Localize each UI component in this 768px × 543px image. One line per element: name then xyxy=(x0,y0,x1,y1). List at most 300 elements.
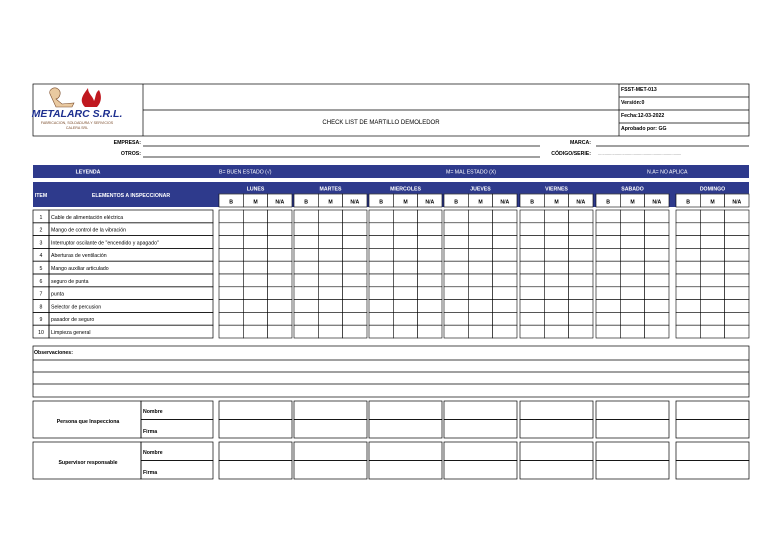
check-cell-martes-na[interactable] xyxy=(343,210,367,223)
signature-name-cell[interactable] xyxy=(444,442,517,461)
check-cell-lunes-m[interactable] xyxy=(243,312,267,325)
check-cell-martes-m[interactable] xyxy=(318,236,342,249)
check-cell-lunes-m[interactable] xyxy=(243,248,267,261)
check-cell-jueves-m[interactable] xyxy=(468,210,492,223)
legend-good: B= BUEN ESTADO (√) xyxy=(219,169,272,176)
check-cell-martes-m[interactable] xyxy=(318,274,342,287)
signature-name-cell[interactable] xyxy=(294,442,367,461)
check-cell-domingo-b[interactable] xyxy=(676,287,700,300)
check-cell-martes-b[interactable] xyxy=(294,261,318,274)
check-cell-martes-b[interactable] xyxy=(294,274,318,287)
check-cell-viernes-m[interactable] xyxy=(544,248,568,261)
check-cell-sabado-na[interactable] xyxy=(645,300,669,313)
check-cell-martes-m[interactable] xyxy=(318,248,342,261)
logo-company-name: METALARC S.R.L. xyxy=(31,108,123,120)
company-logo xyxy=(32,88,123,130)
check-cell-lunes-b[interactable] xyxy=(219,325,243,338)
check-cell-jueves-b[interactable] xyxy=(444,248,468,261)
check-cell-lunes-b[interactable] xyxy=(219,287,243,300)
check-cell-viernes-m[interactable] xyxy=(544,223,568,236)
check-cell-martes-b[interactable] xyxy=(294,287,318,300)
codigo-serie-dots: ........................................................................... xyxy=(598,151,682,156)
check-cell-viernes-na[interactable] xyxy=(569,210,593,223)
check-cell-martes-na[interactable] xyxy=(343,300,367,313)
check-cell-lunes-m[interactable] xyxy=(243,325,267,338)
check-cell-jueves-na[interactable] xyxy=(493,248,517,261)
welder-figure-icon xyxy=(50,88,74,107)
check-cell-martes-m[interactable] xyxy=(318,287,342,300)
check-cell-viernes-b[interactable] xyxy=(520,210,544,223)
check-cell-miercoles-na[interactable] xyxy=(418,287,442,300)
check-cell-miercoles-m[interactable] xyxy=(393,210,417,223)
check-cell-domingo-m[interactable] xyxy=(700,274,724,287)
check-cell-martes-b[interactable] xyxy=(294,210,318,223)
check-cell-viernes-m[interactable] xyxy=(544,274,568,287)
check-cell-domingo-b[interactable] xyxy=(676,223,700,236)
day-header-sabado: SABADO xyxy=(621,186,644,193)
check-cell-viernes-b[interactable] xyxy=(520,236,544,249)
signature-sign-cell[interactable] xyxy=(444,420,517,439)
supervisor-name-label: Nombre xyxy=(143,450,163,456)
check-cell-sabado-na[interactable] xyxy=(645,325,669,338)
subcol-header-na: N/A xyxy=(576,199,586,206)
check-cell-lunes-na[interactable] xyxy=(268,274,292,287)
signature-sign-cell[interactable] xyxy=(294,420,367,439)
check-cell-sabado-m[interactable] xyxy=(620,300,644,313)
check-cell-lunes-m[interactable] xyxy=(243,300,267,313)
subcol-header-m: M xyxy=(630,199,635,206)
check-cell-viernes-na[interactable] xyxy=(569,248,593,261)
check-cell-jueves-na[interactable] xyxy=(493,287,517,300)
signature-name-cell[interactable] xyxy=(369,442,442,461)
check-cell-domingo-na[interactable] xyxy=(725,325,749,338)
check-cell-lunes-na[interactable] xyxy=(268,236,292,249)
check-cell-lunes-m[interactable] xyxy=(243,274,267,287)
check-cell-miercoles-b[interactable] xyxy=(369,274,393,287)
item-number: 3 xyxy=(39,240,43,247)
check-cell-viernes-na[interactable] xyxy=(569,261,593,274)
empresa-label: EMPRESA: xyxy=(113,140,141,146)
check-cell-viernes-m[interactable] xyxy=(544,236,568,249)
check-cell-jueves-b[interactable] xyxy=(444,210,468,223)
check-cell-martes-na[interactable] xyxy=(343,312,367,325)
check-cell-domingo-m[interactable] xyxy=(700,248,724,261)
check-cell-jueves-na[interactable] xyxy=(493,312,517,325)
check-cell-miercoles-m[interactable] xyxy=(393,325,417,338)
check-cell-miercoles-b[interactable] xyxy=(369,312,393,325)
check-cell-miercoles-na[interactable] xyxy=(418,236,442,249)
check-cell-domingo-m[interactable] xyxy=(700,223,724,236)
check-cell-miercoles-b[interactable] xyxy=(369,261,393,274)
check-cell-viernes-m[interactable] xyxy=(544,261,568,274)
check-cell-jueves-na[interactable] xyxy=(493,325,517,338)
marca-label: MARCA: xyxy=(569,140,591,146)
element-label: Aberturas de ventilación xyxy=(51,253,107,260)
check-cell-domingo-na[interactable] xyxy=(725,223,749,236)
signature-name-cell[interactable] xyxy=(676,401,749,420)
check-cell-jueves-b[interactable] xyxy=(444,300,468,313)
table-row xyxy=(33,236,749,249)
check-cell-sabado-m[interactable] xyxy=(620,287,644,300)
check-cell-martes-m[interactable] xyxy=(318,325,342,338)
check-cell-miercoles-m[interactable] xyxy=(393,300,417,313)
legend-na: N.A= NO APLICA xyxy=(647,169,688,176)
check-cell-lunes-m[interactable] xyxy=(243,210,267,223)
subcol-header-na: N/A xyxy=(500,199,510,206)
item-number: 4 xyxy=(39,253,43,260)
check-cell-viernes-na[interactable] xyxy=(569,274,593,287)
check-cell-martes-na[interactable] xyxy=(343,236,367,249)
check-cell-jueves-m[interactable] xyxy=(468,300,492,313)
flame-icon xyxy=(82,88,101,107)
check-cell-jueves-na[interactable] xyxy=(493,261,517,274)
check-cell-domingo-na[interactable] xyxy=(725,312,749,325)
legend-label: LEYENDA xyxy=(75,169,101,176)
signature-sign-cell[interactable] xyxy=(520,461,593,480)
check-cell-jueves-b[interactable] xyxy=(444,261,468,274)
check-cell-viernes-b[interactable] xyxy=(520,300,544,313)
codigo-serie-label: CÓDIGO/SERIE: xyxy=(551,151,591,157)
check-cell-jueves-m[interactable] xyxy=(468,312,492,325)
check-cell-jueves-m[interactable] xyxy=(468,261,492,274)
signature-sign-cell[interactable] xyxy=(676,461,749,480)
check-cell-martes-na[interactable] xyxy=(343,274,367,287)
check-cell-domingo-na[interactable] xyxy=(725,248,749,261)
check-cell-martes-m[interactable] xyxy=(318,300,342,313)
check-cell-miercoles-m[interactable] xyxy=(393,312,417,325)
day-header-domingo: DOMINGO xyxy=(699,186,726,193)
check-cell-sabado-na[interactable] xyxy=(645,287,669,300)
check-cell-viernes-m[interactable] xyxy=(544,325,568,338)
element-label: Mango de control de la vibración xyxy=(51,227,126,234)
check-cell-domingo-na[interactable] xyxy=(725,287,749,300)
signature-sign-cell[interactable] xyxy=(369,420,442,439)
signature-name-cell[interactable] xyxy=(219,442,292,461)
check-cell-miercoles-na[interactable] xyxy=(418,325,442,338)
signature-sign-cell[interactable] xyxy=(520,420,593,439)
check-cell-sabado-m[interactable] xyxy=(620,210,644,223)
check-cell-martes-b[interactable] xyxy=(294,248,318,261)
subcol-header-m: M xyxy=(403,199,408,206)
item-number: 6 xyxy=(39,278,43,285)
check-cell-lunes-na[interactable] xyxy=(268,287,292,300)
check-cell-sabado-b[interactable] xyxy=(596,248,620,261)
check-cell-viernes-b[interactable] xyxy=(520,261,544,274)
check-cell-viernes-na[interactable] xyxy=(569,223,593,236)
subcol-header-b: B xyxy=(606,199,611,206)
check-cell-domingo-b[interactable] xyxy=(676,248,700,261)
signature-sign-cell[interactable] xyxy=(444,461,517,480)
inspector-name-label: Nombre xyxy=(143,409,163,415)
subcol-header-m: M xyxy=(328,199,333,206)
check-cell-sabado-m[interactable] xyxy=(620,325,644,338)
signature-name-cell[interactable] xyxy=(596,442,669,461)
check-cell-sabado-na[interactable] xyxy=(645,312,669,325)
signature-sign-cell[interactable] xyxy=(596,420,669,439)
check-cell-miercoles-na[interactable] xyxy=(418,223,442,236)
check-cell-domingo-na[interactable] xyxy=(725,274,749,287)
check-cell-lunes-na[interactable] xyxy=(268,300,292,313)
check-cell-sabado-b[interactable] xyxy=(596,210,620,223)
element-label: Cable de alimentación eléctrica xyxy=(51,214,124,221)
check-cell-domingo-b[interactable] xyxy=(676,325,700,338)
check-cell-martes-m[interactable] xyxy=(318,261,342,274)
check-cell-lunes-na[interactable] xyxy=(268,325,292,338)
check-cell-sabado-m[interactable] xyxy=(620,223,644,236)
check-cell-martes-na[interactable] xyxy=(343,223,367,236)
check-cell-viernes-b[interactable] xyxy=(520,223,544,236)
check-cell-martes-m[interactable] xyxy=(318,223,342,236)
check-cell-sabado-b[interactable] xyxy=(596,261,620,274)
check-cell-domingo-m[interactable] xyxy=(700,210,724,223)
check-cell-martes-b[interactable] xyxy=(294,223,318,236)
check-cell-domingo-b[interactable] xyxy=(676,312,700,325)
check-cell-lunes-na[interactable] xyxy=(268,223,292,236)
check-cell-domingo-na[interactable] xyxy=(725,300,749,313)
check-cell-viernes-b[interactable] xyxy=(520,248,544,261)
check-cell-miercoles-m[interactable] xyxy=(393,223,417,236)
signature-name-cell[interactable] xyxy=(596,401,669,420)
check-cell-domingo-b[interactable] xyxy=(676,210,700,223)
check-cell-viernes-na[interactable] xyxy=(569,287,593,300)
check-cell-sabado-na[interactable] xyxy=(645,223,669,236)
check-cell-domingo-m[interactable] xyxy=(700,287,724,300)
element-label: Limpieza general xyxy=(51,330,91,336)
check-cell-miercoles-b[interactable] xyxy=(369,248,393,261)
check-cell-jueves-m[interactable] xyxy=(468,274,492,287)
check-cell-jueves-na[interactable] xyxy=(493,236,517,249)
subcol-header-b: B xyxy=(686,199,691,206)
check-cell-miercoles-na[interactable] xyxy=(418,312,442,325)
table-row xyxy=(33,210,749,223)
check-cell-jueves-na[interactable] xyxy=(493,223,517,236)
check-cell-martes-b[interactable] xyxy=(294,300,318,313)
logo-city: CALERA SRL xyxy=(65,126,89,130)
check-cell-lunes-b[interactable] xyxy=(219,300,243,313)
check-cell-lunes-b[interactable] xyxy=(219,223,243,236)
signature-sign-cell[interactable] xyxy=(219,461,292,480)
check-cell-miercoles-na[interactable] xyxy=(418,300,442,313)
check-cell-lunes-b[interactable] xyxy=(219,312,243,325)
check-cell-viernes-na[interactable] xyxy=(569,325,593,338)
check-cell-lunes-m[interactable] xyxy=(243,261,267,274)
check-cell-jueves-m[interactable] xyxy=(468,287,492,300)
item-number: 10 xyxy=(38,330,44,336)
elements-header: ELEMENTOS A INSPECCIONAR xyxy=(91,193,171,199)
check-cell-jueves-b[interactable] xyxy=(444,236,468,249)
inspector-sign-label: Firma xyxy=(143,429,158,435)
check-cell-jueves-b[interactable] xyxy=(444,223,468,236)
signature-name-cell[interactable] xyxy=(444,401,517,420)
check-cell-miercoles-na[interactable] xyxy=(418,261,442,274)
table-row xyxy=(33,223,749,236)
check-cell-miercoles-m[interactable] xyxy=(393,236,417,249)
check-cell-miercoles-b[interactable] xyxy=(369,300,393,313)
check-cell-domingo-b[interactable] xyxy=(676,236,700,249)
check-cell-domingo-m[interactable] xyxy=(700,325,724,338)
signature-sign-cell[interactable] xyxy=(219,420,292,439)
logo-tagline: FABRICACION, SOLDADURA Y SERVICIOS xyxy=(40,121,114,125)
item-number: 8 xyxy=(39,304,43,311)
check-cell-sabado-b[interactable] xyxy=(596,287,620,300)
check-cell-sabado-m[interactable] xyxy=(620,236,644,249)
check-cell-jueves-m[interactable] xyxy=(468,223,492,236)
check-cell-martes-na[interactable] xyxy=(343,261,367,274)
check-cell-sabado-na[interactable] xyxy=(645,274,669,287)
check-cell-miercoles-b[interactable] xyxy=(369,325,393,338)
signature-name-cell[interactable] xyxy=(219,401,292,420)
check-cell-sabado-b[interactable] xyxy=(596,274,620,287)
subcol-header-b: B xyxy=(379,199,384,206)
item-header: ITEM xyxy=(34,193,48,199)
doc-date: Fecha:12-03-2022 xyxy=(621,113,665,119)
check-cell-domingo-m[interactable] xyxy=(700,312,724,325)
signature-sign-cell[interactable] xyxy=(369,461,442,480)
check-cell-viernes-m[interactable] xyxy=(544,300,568,313)
check-cell-jueves-m[interactable] xyxy=(468,236,492,249)
check-cell-domingo-m[interactable] xyxy=(700,261,724,274)
check-cell-domingo-na[interactable] xyxy=(725,236,749,249)
check-cell-martes-na[interactable] xyxy=(343,325,367,338)
check-cell-miercoles-m[interactable] xyxy=(393,261,417,274)
day-header-miercoles: MIERCOLES xyxy=(390,186,421,193)
check-cell-miercoles-b[interactable] xyxy=(369,223,393,236)
signature-sign-cell[interactable] xyxy=(596,461,669,480)
check-cell-sabado-b[interactable] xyxy=(596,223,620,236)
inspector-role: Persona que Inspecciona xyxy=(56,419,120,425)
check-cell-miercoles-na[interactable] xyxy=(418,274,442,287)
check-cell-jueves-b[interactable] xyxy=(444,287,468,300)
check-cell-domingo-m[interactable] xyxy=(700,300,724,313)
check-cell-lunes-b[interactable] xyxy=(219,274,243,287)
check-cell-sabado-m[interactable] xyxy=(620,261,644,274)
check-cell-viernes-m[interactable] xyxy=(544,210,568,223)
subcol-header-m: M xyxy=(554,199,559,206)
element-cell xyxy=(49,287,213,300)
check-cell-viernes-m[interactable] xyxy=(544,312,568,325)
signature-name-cell[interactable] xyxy=(520,442,593,461)
check-cell-miercoles-m[interactable] xyxy=(393,248,417,261)
check-cell-domingo-b[interactable] xyxy=(676,261,700,274)
doc-version: Versión:0 xyxy=(621,100,645,106)
check-cell-sabado-na[interactable] xyxy=(645,236,669,249)
element-label: pasador de seguro xyxy=(51,317,95,324)
subcol-header-na: N/A xyxy=(350,199,360,206)
signature-sign-cell[interactable] xyxy=(294,461,367,480)
supervisor-role: Supervisor responsable xyxy=(58,460,118,466)
check-cell-sabado-na[interactable] xyxy=(645,261,669,274)
check-cell-lunes-m[interactable] xyxy=(243,223,267,236)
check-cell-lunes-b[interactable] xyxy=(219,261,243,274)
check-cell-lunes-na[interactable] xyxy=(268,210,292,223)
signature-name-cell[interactable] xyxy=(369,401,442,420)
check-cell-martes-na[interactable] xyxy=(343,248,367,261)
check-cell-viernes-b[interactable] xyxy=(520,274,544,287)
check-cell-jueves-na[interactable] xyxy=(493,210,517,223)
check-cell-jueves-b[interactable] xyxy=(444,312,468,325)
check-cell-domingo-m[interactable] xyxy=(700,236,724,249)
supervisor-sign-label: Firma xyxy=(143,470,158,476)
check-cell-sabado-m[interactable] xyxy=(620,312,644,325)
signature-sign-cell[interactable] xyxy=(676,420,749,439)
check-cell-martes-m[interactable] xyxy=(318,312,342,325)
check-cell-miercoles-m[interactable] xyxy=(393,287,417,300)
check-cell-jueves-na[interactable] xyxy=(493,300,517,313)
subcol-header-na: N/A xyxy=(652,199,662,206)
signature-name-cell[interactable] xyxy=(520,401,593,420)
item-number: 7 xyxy=(39,291,43,298)
check-cell-domingo-b[interactable] xyxy=(676,300,700,313)
table-row xyxy=(33,261,749,274)
check-cell-viernes-na[interactable] xyxy=(569,300,593,313)
check-cell-viernes-m[interactable] xyxy=(544,287,568,300)
check-cell-viernes-b[interactable] xyxy=(520,312,544,325)
check-cell-jueves-na[interactable] xyxy=(493,274,517,287)
legend-bad: M= MAL ESTADO (X) xyxy=(446,169,497,176)
otros-label: OTROS: xyxy=(120,151,141,157)
check-cell-viernes-na[interactable] xyxy=(569,236,593,249)
check-cell-domingo-na[interactable] xyxy=(725,210,749,223)
subcol-header-b: B xyxy=(229,199,234,206)
check-cell-jueves-m[interactable] xyxy=(468,248,492,261)
item-number: 9 xyxy=(39,317,43,324)
check-cell-miercoles-b[interactable] xyxy=(369,236,393,249)
table-row xyxy=(33,312,749,325)
check-cell-domingo-b[interactable] xyxy=(676,274,700,287)
check-cell-miercoles-na[interactable] xyxy=(418,210,442,223)
check-cell-miercoles-b[interactable] xyxy=(369,210,393,223)
check-cell-sabado-b[interactable] xyxy=(596,300,620,313)
check-cell-martes-m[interactable] xyxy=(318,210,342,223)
check-cell-lunes-m[interactable] xyxy=(243,236,267,249)
check-cell-lunes-b[interactable] xyxy=(219,236,243,249)
check-cell-viernes-b[interactable] xyxy=(520,287,544,300)
check-cell-lunes-m[interactable] xyxy=(243,287,267,300)
check-cell-lunes-b[interactable] xyxy=(219,210,243,223)
check-cell-jueves-m[interactable] xyxy=(468,325,492,338)
check-cell-sabado-m[interactable] xyxy=(620,248,644,261)
check-cell-sabado-na[interactable] xyxy=(645,248,669,261)
check-cell-viernes-na[interactable] xyxy=(569,312,593,325)
check-cell-lunes-na[interactable] xyxy=(268,261,292,274)
check-cell-sabado-b[interactable] xyxy=(596,312,620,325)
check-cell-viernes-b[interactable] xyxy=(520,325,544,338)
signature-name-cell[interactable] xyxy=(676,442,749,461)
check-cell-miercoles-m[interactable] xyxy=(393,274,417,287)
check-cell-lunes-b[interactable] xyxy=(219,248,243,261)
check-cell-martes-b[interactable] xyxy=(294,312,318,325)
check-cell-lunes-na[interactable] xyxy=(268,312,292,325)
check-cell-jueves-b[interactable] xyxy=(444,325,468,338)
check-cell-martes-na[interactable] xyxy=(343,287,367,300)
form-title: CHECK LIST DE MARTILLO DEMOLEDOR xyxy=(322,120,440,126)
observations-box[interactable] xyxy=(33,346,749,397)
doc-code: FSST-MET-013 xyxy=(621,87,657,93)
check-cell-sabado-m[interactable] xyxy=(620,274,644,287)
check-cell-sabado-na[interactable] xyxy=(645,210,669,223)
element-label: Selector de percusion xyxy=(51,304,102,311)
check-cell-sabado-b[interactable] xyxy=(596,236,620,249)
check-cell-domingo-na[interactable] xyxy=(725,261,749,274)
check-cell-martes-b[interactable] xyxy=(294,236,318,249)
check-cell-sabado-b[interactable] xyxy=(596,325,620,338)
signature-name-cell[interactable] xyxy=(294,401,367,420)
check-cell-miercoles-na[interactable] xyxy=(418,248,442,261)
check-cell-miercoles-b[interactable] xyxy=(369,287,393,300)
check-cell-martes-b[interactable] xyxy=(294,325,318,338)
check-cell-jueves-b[interactable] xyxy=(444,274,468,287)
check-cell-lunes-na[interactable] xyxy=(268,248,292,261)
